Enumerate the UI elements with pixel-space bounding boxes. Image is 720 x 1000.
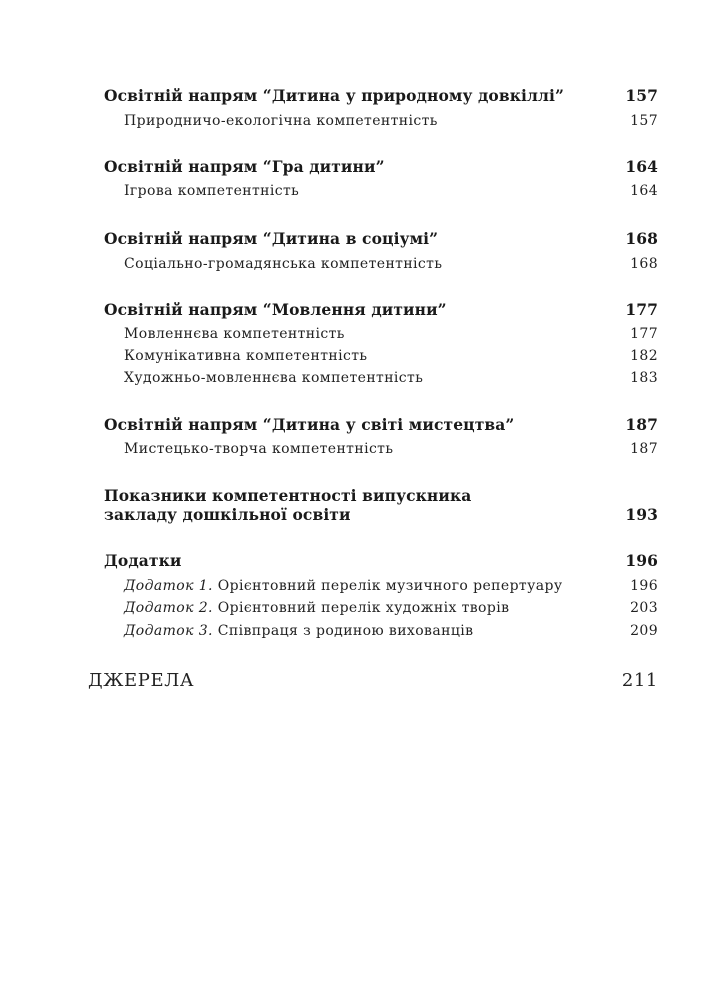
toc-heading-title: Освітній напрям “Дитина у світі мистецтва” bbox=[104, 415, 515, 434]
toc-item-page: 168 bbox=[630, 256, 658, 272]
appendix-title: Орієнтовний перелік музичного репертуару bbox=[217, 578, 563, 594]
appendix-title: Співпраця з родиною вихованців bbox=[217, 623, 474, 639]
toc-item-page: 177 bbox=[630, 326, 658, 342]
toc-item bbox=[0, 326, 720, 348]
toc-item-title: Соціально-громадянська компетентність bbox=[124, 256, 443, 272]
toc-heading-page: 164 bbox=[625, 157, 658, 176]
toc-item bbox=[0, 441, 720, 463]
toc-heading bbox=[0, 229, 720, 251]
toc-heading bbox=[0, 551, 720, 573]
toc-heading-line2 bbox=[0, 505, 720, 527]
toc-heading-page: 193 bbox=[625, 505, 658, 524]
toc-heading-page: 187 bbox=[625, 415, 658, 434]
toc-heading-title: Показники компетентності випускника bbox=[104, 486, 472, 505]
toc-heading bbox=[0, 86, 720, 108]
toc-item bbox=[0, 600, 720, 622]
toc-item-title: Мовленнєва компетентність bbox=[124, 326, 345, 342]
toc-sources-page: 211 bbox=[621, 670, 658, 691]
toc-heading-page: 177 bbox=[625, 300, 658, 319]
toc-item-title: Художньо-мовленнєва компетентність bbox=[124, 370, 424, 386]
toc-heading-title: Освітній напрям “Мовлення дитини” bbox=[104, 300, 447, 319]
toc-item-page: 157 bbox=[630, 113, 658, 129]
toc-heading-title: Освітній напрям “Дитина в соціумі” bbox=[104, 229, 439, 248]
toc-item bbox=[0, 623, 720, 645]
toc-sources bbox=[0, 670, 720, 692]
toc-item-title bbox=[124, 600, 509, 616]
appendix-label: Додаток 2. bbox=[124, 600, 213, 616]
toc-heading-page: 157 bbox=[625, 86, 658, 105]
toc-item-page: 183 bbox=[630, 370, 658, 386]
toc-item-title bbox=[124, 578, 562, 594]
appendix-title: Орієнтовний перелік художніх творів bbox=[217, 600, 510, 616]
toc-item-title: Комунікативна компетентність bbox=[124, 348, 368, 364]
toc-item bbox=[0, 578, 720, 600]
toc-item-title: Ігрова компетентність bbox=[124, 183, 300, 199]
appendix-label: Додаток 3. bbox=[124, 623, 213, 639]
toc-item-page: 209 bbox=[630, 623, 658, 639]
toc-heading-page: 168 bbox=[625, 229, 658, 248]
toc-item-title: Природничо-екологічна компетентність bbox=[124, 113, 438, 129]
toc-item bbox=[0, 370, 720, 392]
toc-heading-title: Освітній напрям “Гра дитини” bbox=[104, 157, 385, 176]
toc-heading bbox=[0, 415, 720, 437]
toc-item-page: 196 bbox=[630, 578, 658, 594]
toc-item bbox=[0, 256, 720, 278]
toc-item bbox=[0, 183, 720, 205]
toc-item-page: 164 bbox=[630, 183, 658, 199]
toc-heading bbox=[0, 300, 720, 322]
toc-item-title: Мистецько-творча компетентність bbox=[124, 441, 394, 457]
toc-heading-title: закладу дошкільної освіти bbox=[104, 505, 351, 524]
toc-heading-title: Додатки bbox=[104, 551, 182, 570]
toc-item bbox=[0, 348, 720, 370]
toc-heading-title: Освітній напрям “Дитина у природному довкіллі” bbox=[104, 86, 565, 105]
toc-item-page: 187 bbox=[630, 441, 658, 457]
toc-heading bbox=[0, 157, 720, 179]
toc-item bbox=[0, 113, 720, 135]
toc-item-page: 203 bbox=[630, 600, 658, 616]
appendix-label: Додаток 1. bbox=[124, 578, 213, 594]
toc-heading-page: 196 bbox=[625, 551, 658, 570]
toc-item-page: 182 bbox=[630, 348, 658, 364]
toc-sources-title: ДЖЕРЕЛА bbox=[88, 670, 195, 691]
toc-item-title bbox=[124, 623, 473, 639]
